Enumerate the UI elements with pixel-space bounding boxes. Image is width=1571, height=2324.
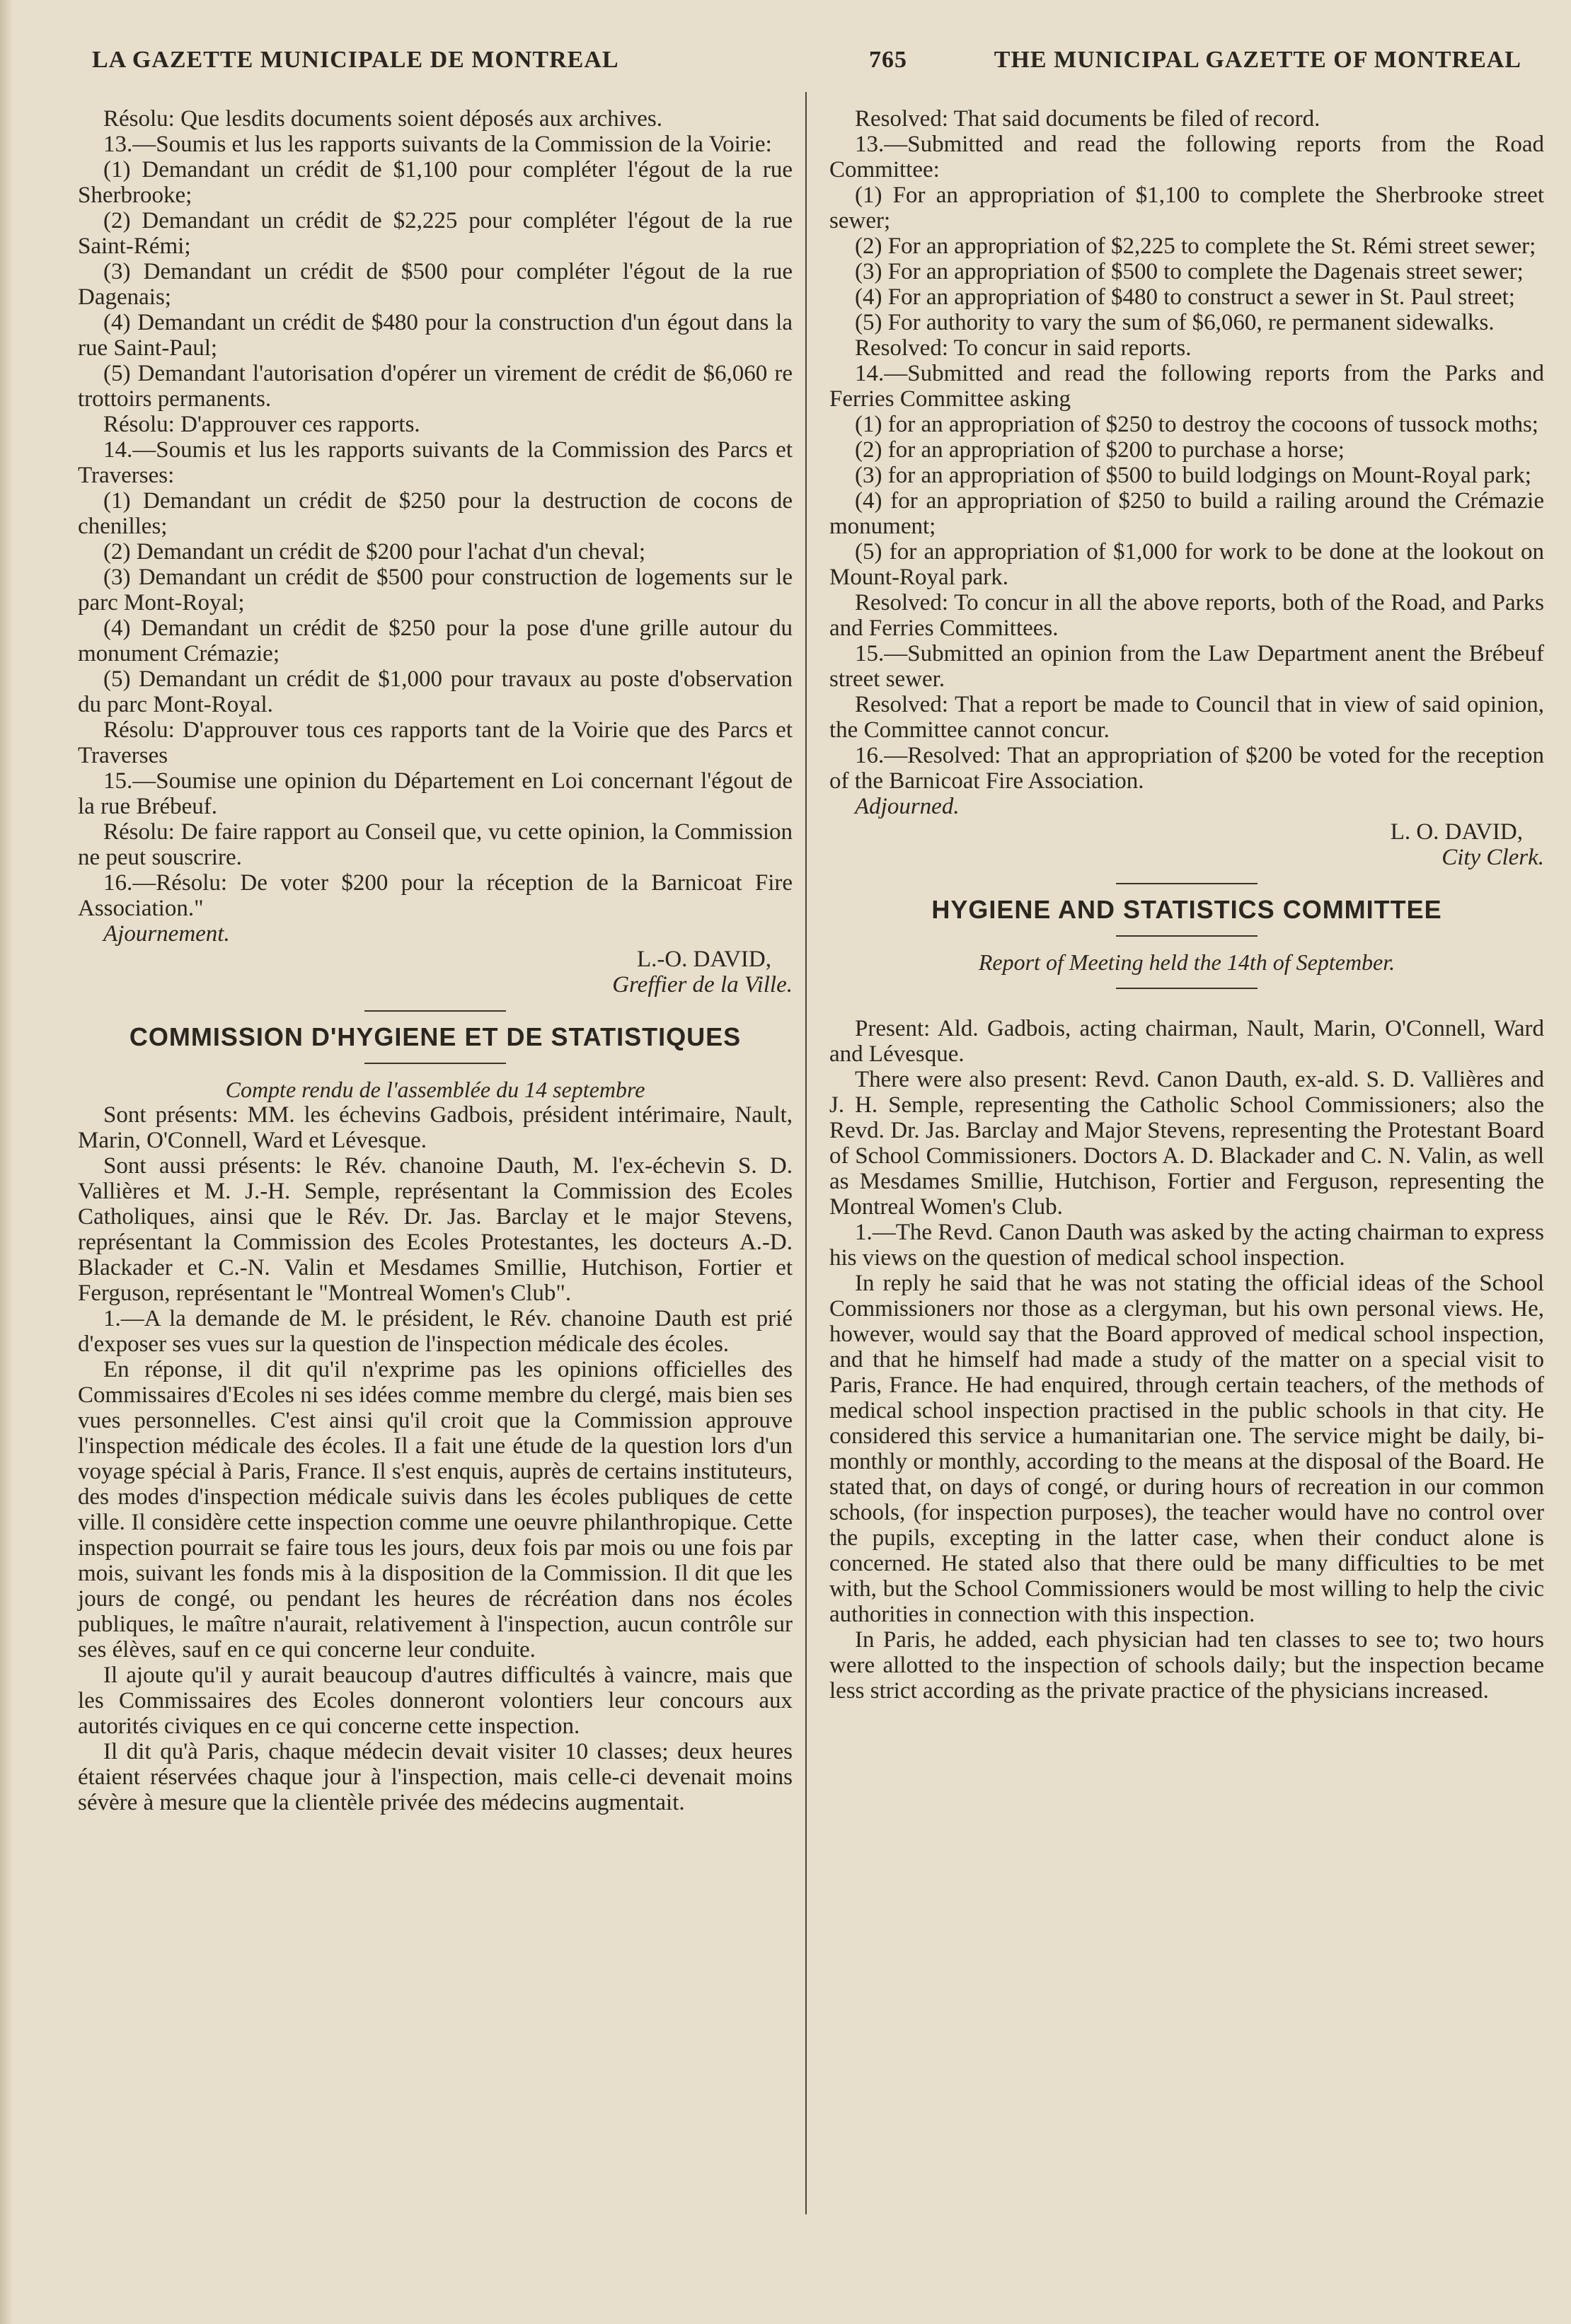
spacer <box>829 1002 1544 1016</box>
fr-paragraph: (2) Demandant un crédit de $2,225 pour compléter l'égout de la rue Saint-Rémi; <box>78 208 793 259</box>
section-divider <box>364 1010 506 1012</box>
en-adjournment: Adjourned. <box>855 794 960 819</box>
fr-paragraph: 13.—Soumis et lus les rapports suivants de la Commission de la Voirie: <box>103 132 772 157</box>
fr-section-title: COMMISSION D'HYGIENE ET DE STATISTIQUES <box>129 1022 742 1051</box>
en-paragraph: (2) For an appropriation of $2,225 to complete the St. Rémi street sewer; <box>855 233 1536 259</box>
fr-body-paragraph: En réponse, il dit qu'il n'exprime pas les opinions officielles des Commissaires d'Ecoles ni ses idées comme membre du clergé, mais bien ses vues personnelles. C'est ainsi qu'il croit que la Commission approuve l'inspection médicale des écoles. Il a fait une étude de la question lors d'un voyage spécial à Paris, France. Il s'est enquis, auprès de certains instituteurs, des modes d'inspection médicale suivis dans les écoles publiques de cette ville. Il considère cette inspection comme une oeuvre philanthropique. Cette inspection pourrait se faire tous les jours, deux fois par mois ou une fois par mois, suivant les fonds mis à la disposition de la Commission. Il dit que les jours de congé, ou pendant les heures de récréation dans nos écoles publiques, le maître n'aurait, relativement à l'inspection, aucun contrôle sur ses élèves, sauf en ce qui concerne leur conduite. <box>78 1357 793 1663</box>
en-paragraph: (4) For an appropriation of $480 to construct a sewer in St. Paul street; <box>855 284 1515 310</box>
en-signature-name: L. O. DAVID, <box>1390 819 1523 845</box>
fr-paragraph: (4) Demandant un crédit de $480 pour la construction d'un égout dans la rue Saint-Paul; <box>78 310 793 361</box>
fr-body-paragraph: Sont aussi présents: le Rév. chanoine Dauth, M. l'ex-échevin S. D. Vallières et M. J.-H. Semple, représentant la Commission des Ecoles Catholiques, ainsi que le Rév. Dr. Jas. Barclay et le major Stevens, représentant la Commission des Ecoles Protestantes, les docteurs A.-D. Blackader et C.-N. Valin et Mesdames Smillie, Hutchison, Fortier et Ferguson, représentant le "Montreal Women's Club". <box>78 1153 793 1306</box>
en-paragraph: (3) for an appropriation of $500 to build lodgings on Mount-Royal park; <box>855 463 1531 488</box>
en-paragraph: (3) For an appropriation of $500 to complete the Dagenais street sewer; <box>855 259 1524 284</box>
en-paragraph: Resolved: To concur in said reports. <box>855 335 1192 361</box>
french-column <box>78 106 793 1815</box>
fr-paragraph: (1) Demandant un crédit de $250 pour la destruction de cocons de chenilles; <box>78 488 793 539</box>
fr-adjournment: Ajournement. <box>103 921 230 947</box>
en-paragraph: (1) For an appropriation of $1,100 to complete the Sherbrooke street sewer; <box>829 183 1544 233</box>
fr-body-paragraph: 1.—A la demande de M. le président, le Rév. chanoine Dauth est prié d'exposer ses vues sur la question de l'inspection médicale des écoles. <box>78 1306 793 1357</box>
en-section-title: HYGIENE AND STATISTICS COMMITTEE <box>931 895 1442 924</box>
fr-paragraph: (5) Demandant l'autorisation d'opérer un virement de crédit de $6,060 re trottoirs permanents. <box>78 361 793 412</box>
en-paragraph: Resolved: That said documents be filed of record. <box>855 106 1320 132</box>
en-paragraph: 14.—Submitted and read the following reports from the Parks and Ferries Committee asking <box>829 361 1544 412</box>
page-binding-edge <box>0 0 13 2324</box>
fr-paragraph: (4) Demandant un crédit de $250 pour la pose d'une grille autour du monument Crémazie; <box>78 615 793 666</box>
fr-paragraph: Résolu: Que lesdits documents soient déposés aux archives. <box>103 106 663 132</box>
en-paragraph: Resolved: That a report be made to Council that in view of said opinion, the Committee cannot concur. <box>829 692 1544 743</box>
en-paragraph: (4) for an appropriation of $250 to build a railing around the Crémazie monument; <box>829 488 1544 539</box>
fr-paragraph: Résolu: D'approuver tous ces rapports tant de la Voirie que des Parcs et Traverses <box>78 717 793 768</box>
en-body-paragraph: There were also present: Revd. Canon Dauth, ex-ald. S. D. Vallières and J. H. Semple, representing the Catholic School Commissioners; also the Revd. Dr. Jas. Barclay and Major Stevens, representing the Protestant Board of School Commissioners. Doctors A. D. Blackader and C. N. Valin, as well as Mesdames Smillie, Hutchison, Fortier and Ferguson, representing the Montreal Women's Club. <box>829 1067 1544 1220</box>
en-body-paragraph: Present: Ald. Gadbois, acting chairman, Nault, Marin, O'Connell, Ward and Lévesque. <box>829 1016 1544 1067</box>
fr-paragraph: (3) Demandant un crédit de $500 pour construction de logements sur le parc Mont-Royal; <box>78 565 793 615</box>
section-divider <box>1116 883 1258 884</box>
fr-paragraph: (1) Demandant un crédit de $1,100 pour compléter l'égout de la rue Sherbrooke; <box>78 157 793 208</box>
en-paragraph: (5) For authority to vary the sum of $6,060, re permanent sidewalks. <box>855 310 1495 335</box>
fr-signature-title: Greffier de la Ville. <box>612 972 793 998</box>
fr-paragraph: Résolu: De faire rapport au Conseil que, vu cette opinion, la Commission ne peut souscrire. <box>78 819 793 870</box>
fr-body-paragraph: Il dit qu'à Paris, chaque médecin devait visiter 10 classes; deux heures étaient réservées chaque jour à l'inspection, mais celle-ci devenait moins sévère à mesure que la clientèle privée des médecins augmentait. <box>78 1739 793 1815</box>
fr-paragraph: (3) Demandant un crédit de $500 pour compléter l'égout de la rue Dagenais; <box>78 259 793 310</box>
en-signature-title: City Clerk. <box>1441 845 1544 870</box>
column-divider <box>805 92 807 2214</box>
en-body-paragraph: In reply he said that he was not stating the official ideas of the School Commissioners nor those as a clergyman, but his own personal views. He, however, would say that the Board approved of medical school inspection, and that he himself had made a study of the matter on a special visit to Paris, France. He had enquired, through certain teachers, of the methods of medical school inspection practised in the public schools in that city. He considered this service a humanitarian one. The service might be daily, bi-monthly or monthly, according to the means at the disposal of the Board. He stated that, on days of congé, or during hours of recreation in our common schools, (for inspection purposes), the teacher would have no control over the pupils, excepting in the latter case, when their conduct alone is concerned. He stated also that there ould be many difficulties to be met with, but the School Commissioners would be most willing to help the civic authorities in connection with this inspection. <box>829 1271 1544 1627</box>
en-body-paragraph: In Paris, he added, each physician had ten classes to see to; two hours were allotted to the inspection of schools daily; but the inspection became less strict according as the private practice of the physicians increased. <box>829 1627 1544 1704</box>
en-body-paragraph: 1.—The Revd. Canon Dauth was asked by the acting chairman to express his views on the question of medical school inspection. <box>829 1220 1544 1271</box>
fr-body-paragraph: Sont présents: MM. les échevins Gadbois, président intérimaire, Nault, Marin, O'Connell, Ward et Lévesque. <box>78 1102 793 1153</box>
page-header <box>92 41 1521 83</box>
en-paragraph: 15.—Submitted an opinion from the Law Department anent the Brébeuf street sewer. <box>829 641 1544 692</box>
en-paragraph: 16.—Resolved: That an appropriation of $200 be voted for the reception of the Barnicoat Fire Association. <box>829 743 1544 794</box>
en-paragraph: (2) for an appropriation of $200 to purchase a horse; <box>855 437 1345 463</box>
title-underline <box>1116 935 1258 937</box>
en-paragraph: Resolved: To concur in all the above reports, both of the Road, and Parks and Ferries Committees. <box>829 590 1544 641</box>
title-underline <box>364 1063 506 1064</box>
fr-paragraph: 15.—Soumise une opinion du Département en Loi concernant l'égout de la rue Brébeuf. <box>78 768 793 819</box>
fr-paragraph: 14.—Soumis et lus les rapports suivants de la Commission des Parcs et Traverses: <box>78 437 793 488</box>
fr-signature-name: L.-O. DAVID, <box>636 947 771 972</box>
subtitle-underline <box>1116 988 1258 989</box>
fr-section-subtitle: Compte rendu de l'assemblée du 14 septembre <box>225 1077 645 1102</box>
fr-body-paragraph: Il ajoute qu'il y aurait beaucoup d'autres difficultés à vaincre, mais que les Commissaires des Ecoles donneront volontiers leur concours aux autorités civiques en ce qui concerne cette inspection. <box>78 1663 793 1739</box>
fr-paragraph: Résolu: D'approuver ces rapports. <box>103 412 420 437</box>
en-paragraph: 13.—Submitted and read the following reports from the Road Committee: <box>829 132 1544 183</box>
en-section-subtitle: Report of Meeting held the 14th of September. <box>978 949 1396 975</box>
fr-paragraph: 16.—Résolu: De voter $200 pour la réception de la Barnicoat Fire Association." <box>78 870 793 921</box>
en-paragraph: (5) for an appropriation of $1,000 for work to be done at the lookout on Mount-Royal park. <box>829 539 1544 590</box>
page-number: 765 <box>869 47 907 73</box>
en-paragraph: (1) for an appropriation of $250 to destroy the cocoons of tussock moths; <box>855 412 1538 437</box>
english-column <box>829 106 1544 1704</box>
header-french-title: LA GAZETTE MUNICIPALE DE MONTREAL <box>92 47 619 73</box>
header-english-title: THE MUNICIPAL GAZETTE OF MONTREAL <box>994 47 1521 73</box>
fr-paragraph: (2) Demandant un crédit de $200 pour l'achat d'un cheval; <box>103 539 646 565</box>
fr-paragraph: (5) Demandant un crédit de $1,000 pour travaux au poste d'observation du parc Mont-Royal. <box>78 666 793 717</box>
